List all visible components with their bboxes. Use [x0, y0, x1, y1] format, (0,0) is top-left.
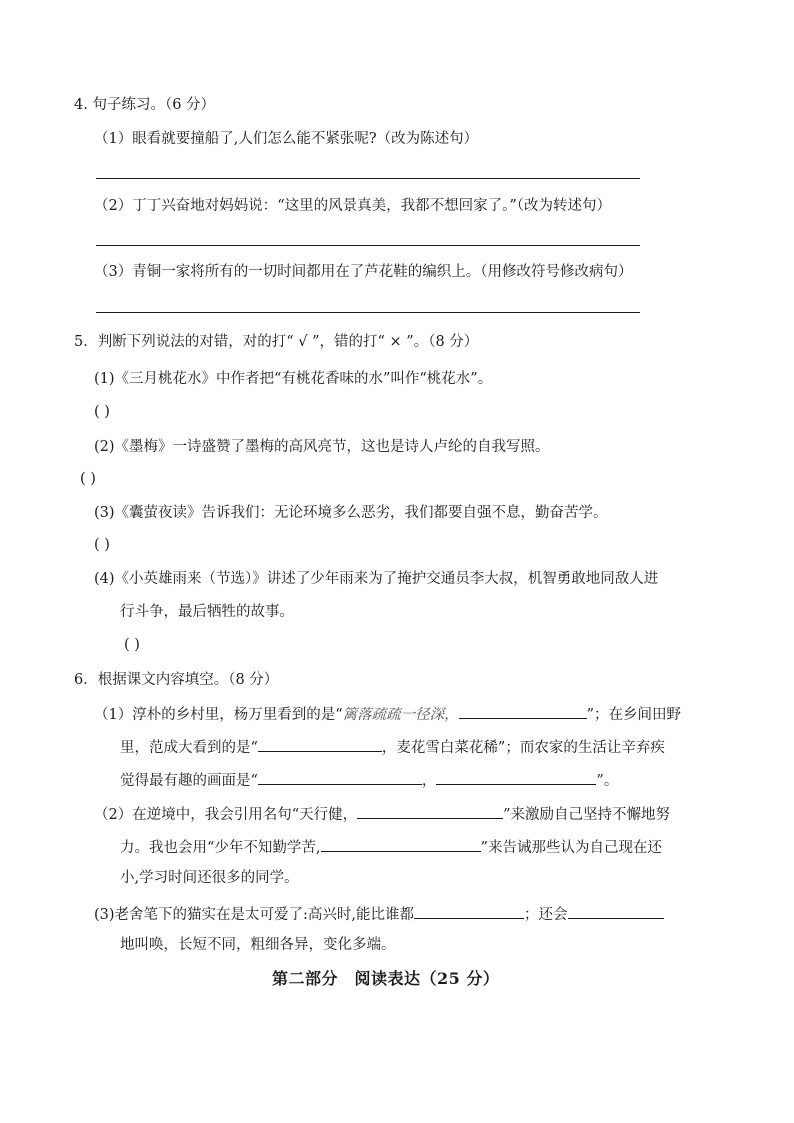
q6-title: 6．根据课文内容填空。（8 分） [74, 672, 279, 688]
answer-paren[interactable]: ( ) [94, 537, 110, 553]
text: ，麦花雪白菜花稀”；而农家的生活让辛弃疾 [381, 740, 665, 756]
text: 觉得最有趣的画面是“ [120, 773, 258, 789]
q4-title: 4. 句子练习。（6 分） [74, 97, 216, 113]
text: ”来激励自己坚持不懈地努 [503, 807, 671, 823]
q5-item-4-cont: 行斗争，最后牺牲的故事。 [120, 604, 294, 620]
text: (3)老舍笔下的猫实在是太可爱了:高兴时,能比谁都 [94, 907, 415, 923]
answer-paren[interactable]: ( ) [80, 471, 96, 487]
text: （1）淳朴的乡村里，杨万里看到的是“ [94, 707, 343, 723]
text: ”来告诫那些认为自己现在还 [480, 840, 662, 856]
q6-p3-line2: 地叫唤，长短不同，粗细各异，变化多端。 [120, 937, 396, 953]
section-title: 第二部分 阅读表达（25 分） [272, 969, 500, 988]
q6-p2-line3: 小,学习时间还很多的同学。 [120, 870, 299, 886]
fill-blank[interactable] [321, 835, 481, 852]
q6-p2-line2 [120, 835, 662, 858]
q4-item-1: （1）眼看就要撞船了,人们怎么能不紧张呢?（改为陈述句） [94, 131, 479, 147]
text: ”；在乡间田野 [586, 707, 682, 723]
text: 里，范成大看到的是“ [120, 740, 258, 756]
answer-line[interactable] [96, 245, 640, 246]
q5-item-3: (3)《囊萤夜读》告诉我们：无论环境多么恶劣，我们都要自强不息，勤奋苦学。 [94, 505, 608, 521]
text: ”。 [596, 773, 619, 789]
q5-item-4: (4)《小英雄雨来（节选）》讲述了少年雨来为了掩护交通员李大叔，机智勇敢地同敌人进 [94, 571, 659, 587]
q6-p2-line1 [94, 802, 670, 825]
q6-p1-line1 [94, 702, 681, 725]
answer-paren[interactable]: ( ) [124, 637, 140, 653]
answer-paren[interactable]: ( ) [94, 404, 110, 420]
fill-blank[interactable] [436, 768, 596, 785]
text: （2）在逆境中，我会引用名句“天行健， [94, 807, 358, 823]
q6-p1-line3 [120, 768, 618, 791]
poem-quote: 篱落疏疏一径深， [342, 707, 459, 723]
fill-blank[interactable] [414, 902, 524, 919]
fill-blank[interactable] [459, 702, 587, 719]
text: 力。我也会用“少年不知勤学苦, [120, 840, 321, 856]
fill-blank[interactable] [258, 735, 382, 752]
q4-item-3: （3）青铜一家将所有的一切时间都用在了芦花鞋的编织上。（用修改符号修改病句） [94, 264, 633, 280]
answer-line[interactable] [96, 178, 640, 179]
text: ， [421, 773, 437, 789]
text: ；还会 [524, 907, 568, 923]
fill-blank[interactable] [258, 768, 422, 785]
q5-item-2: (2)《墨梅》一诗盛赞了墨梅的高风亮节，这也是诗人卢纶的自我写照。 [94, 439, 550, 455]
q5-item-1: (1)《三月桃花水》中作者把“有桃花香味的水”叫作“桃花水”。 [94, 371, 493, 387]
answer-line[interactable] [96, 312, 640, 313]
q6-p1-line2 [120, 735, 665, 758]
fill-blank[interactable] [357, 802, 503, 819]
q4-item-2: （2）丁丁兴奋地对妈妈说：“这里的风景真美，我都不想回家了。”（改为转述句） [94, 198, 612, 214]
fill-blank[interactable] [568, 902, 664, 919]
q6-p3-line1 [94, 902, 664, 925]
q5-title: 5．判断下列说法的对错，对的打“ √ ”，错的打“ × ”。（8 分） [74, 334, 479, 350]
